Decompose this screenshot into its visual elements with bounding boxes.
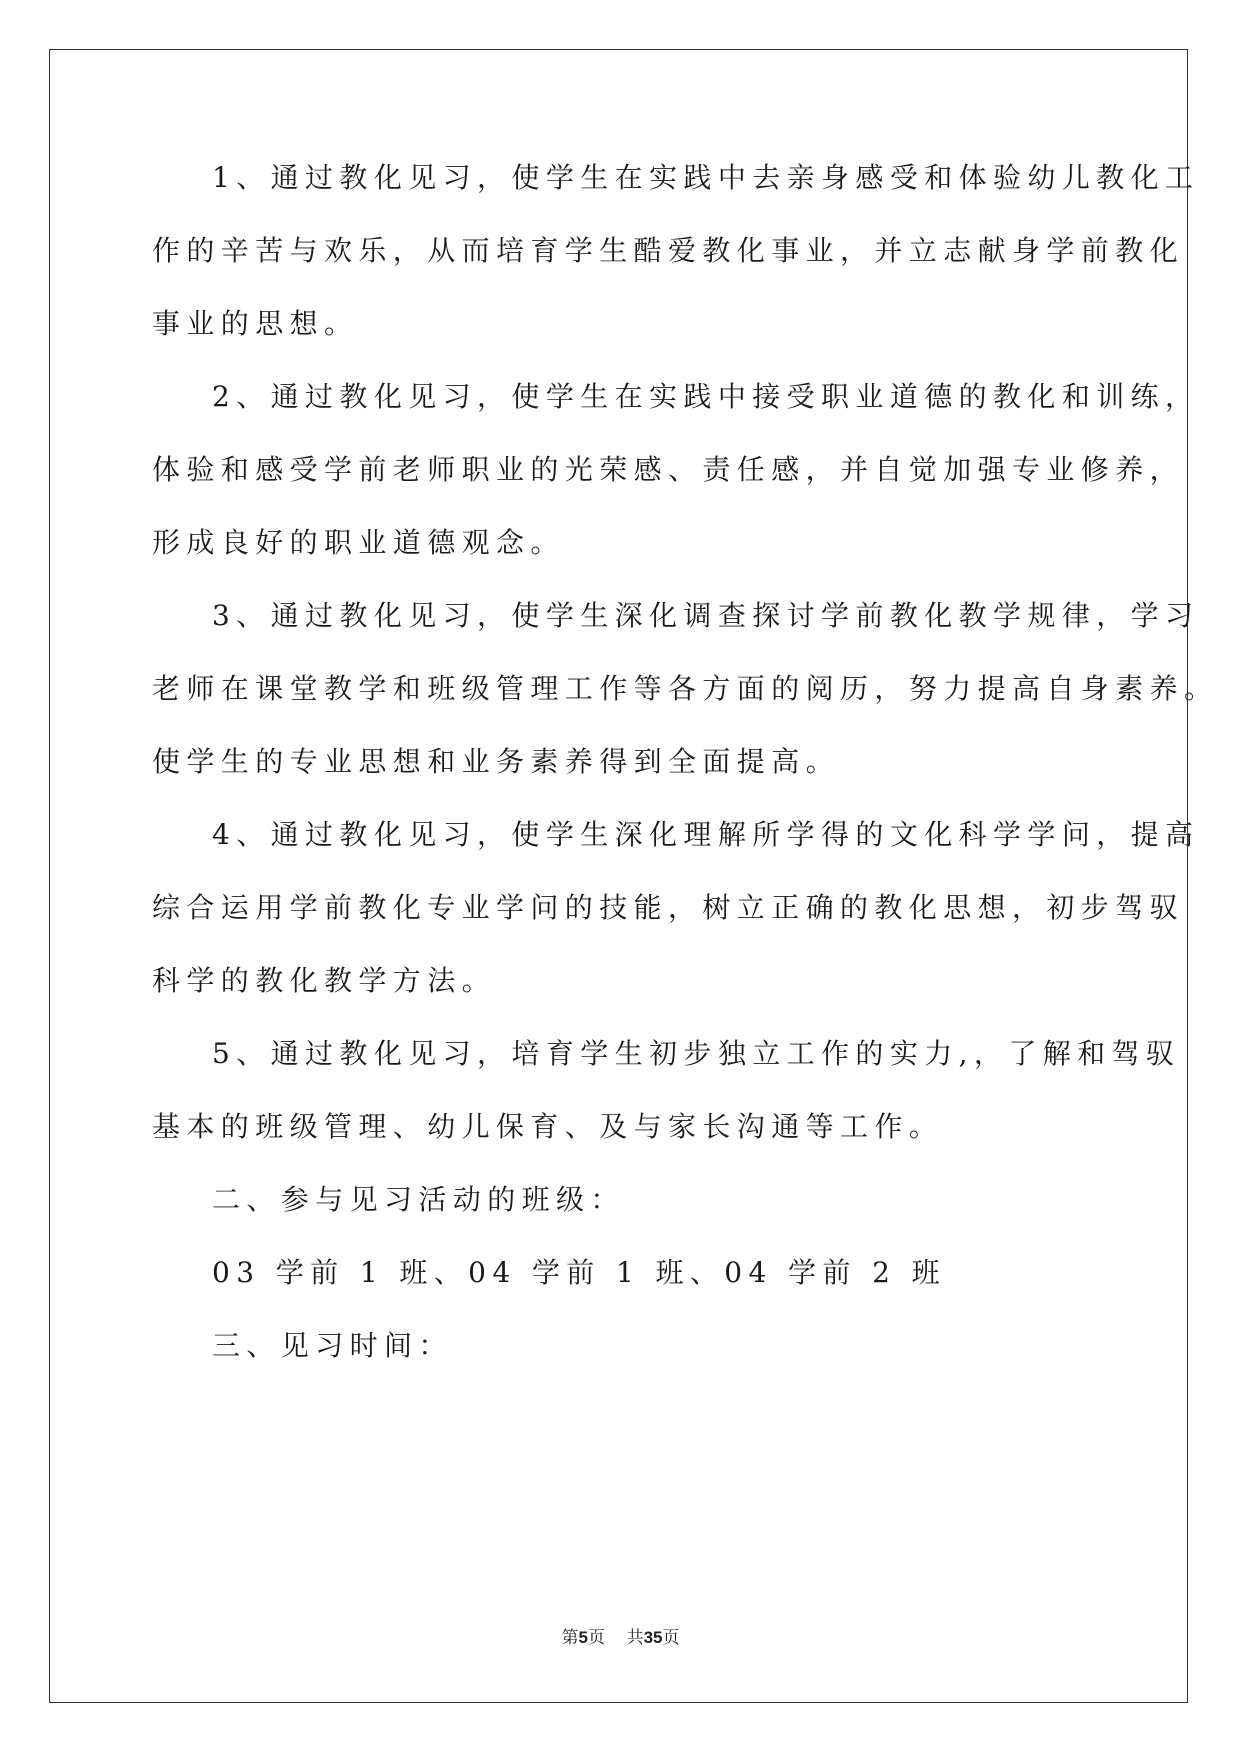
paragraph-3-line-1: 3、通过教化见习，使学生深化调查探讨学前教化教学规律，学习 — [212, 599, 1200, 632]
paragraph-2-line-2: 体验和感受学前老师职业的光荣感、责任感，并自觉加强专业修养， — [152, 453, 1185, 486]
page-frame — [49, 49, 1188, 1703]
paragraph-5-line-1: 5、通过教化见习，培育学生初步独立工作的实力,，了解和驾驭 — [212, 1037, 1181, 1070]
footer-page-number: 5 — [578, 1628, 588, 1647]
paragraph-4-line-1: 4、通过教化见习，使学生深化理解所学得的文化科学学问，提高 — [212, 818, 1200, 851]
footer-prefix: 第 — [561, 1628, 579, 1648]
class-list: 03 学前 1 班、04 学前 1 班、04 学前 2 班 — [212, 1256, 947, 1289]
section-heading-time: 三、见习时间： — [212, 1329, 453, 1362]
footer-mid: 页 共 — [587, 1628, 644, 1648]
paragraph-3-line-3: 使学生的专业思想和业务素养得到全面提高。 — [152, 745, 841, 778]
section-heading-classes: 二、参与见习活动的班级： — [212, 1183, 625, 1216]
paragraph-2-line-3: 形成良好的职业道德观念。 — [152, 526, 565, 559]
paragraph-1-line-2: 作的辛苦与欢乐，从而培育学生酷爱教化事业，并立志献身学前教化 — [152, 234, 1185, 267]
page-footer — [0, 1623, 1241, 1648]
paragraph-2-line-1: 2、通过教化见习，使学生在实践中接受职业道德的教化和训练， — [212, 380, 1200, 413]
paragraph-3-line-2: 老师在课堂教学和班级管理工作等各方面的阅历，努力提高自身素养。 — [152, 672, 1219, 705]
footer-total-pages: 35 — [643, 1628, 663, 1647]
paragraph-1-line-3: 事业的思想。 — [152, 307, 359, 340]
paragraph-1-line-1: 1、通过教化见习，使学生在实践中去亲身感受和体验幼儿教化工 — [212, 161, 1200, 194]
paragraph-4-line-3: 科学的教化教学方法。 — [152, 964, 497, 997]
footer-suffix: 页 — [662, 1628, 680, 1648]
paragraph-5-line-2: 基本的班级管理、幼儿保育、及与家长沟通等工作。 — [152, 1110, 944, 1143]
paragraph-4-line-2: 综合运用学前教化专业学问的技能，树立正确的教化思想，初步驾驭 — [152, 891, 1185, 924]
